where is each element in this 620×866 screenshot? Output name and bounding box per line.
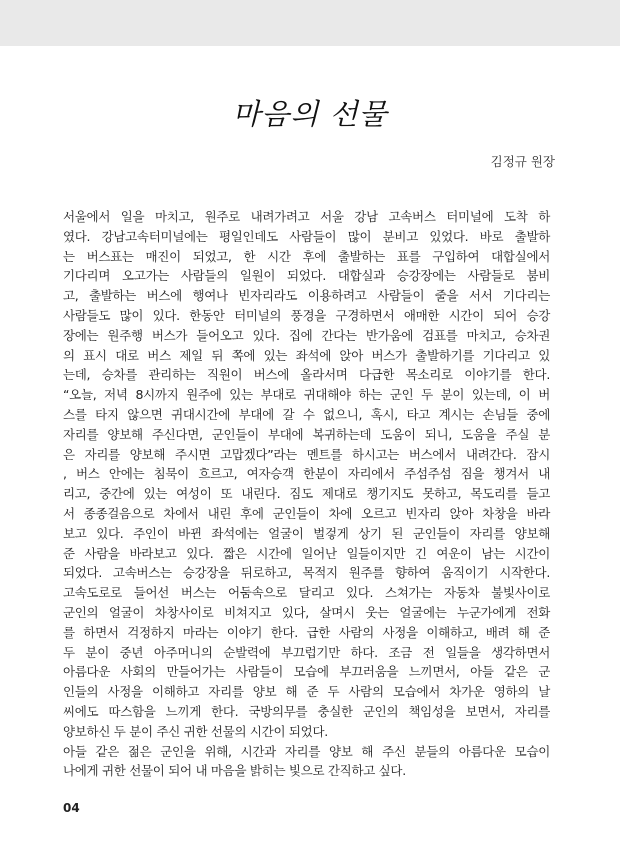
header-band bbox=[0, 0, 620, 46]
body-line: , 버스 안에는 침묵이 흐르고, 여자승객 한분이 자리에서 주섬주섬 짐을 챙겨서 내 bbox=[63, 466, 550, 482]
body-line: 리고, 중간에 있는 여성이 또 내린다. 짐도 제대로 챙기지도 못하고, 목도리를 들고 bbox=[63, 486, 550, 502]
body-line: 는데, 승차를 관리하는 직원이 버스에 올라서며 다급한 목소리로 이야기를 한다. bbox=[63, 367, 550, 383]
body-line: 아름다운 사회의 만들어가는 사람들이 모습에 부끄러움을 느끼면서, 아들 같은 군 bbox=[63, 664, 550, 680]
author-byline: 김정규 원장 bbox=[490, 154, 555, 169]
body-line: 스를 타지 않으면 귀대시간에 부대에 갈 수 없으니, 혹시, 타고 계시는 손님들 중에 bbox=[63, 406, 550, 422]
body-line: 아들 같은 젊은 군인을 위해, 시간과 자리를 양보 해 주신 분들의 아름다운 모습이 bbox=[63, 743, 550, 759]
body-line: 였다. 강남고속터미널에는 평일인데도 사람들이 많이 분비고 있었다. 바로 출발하 bbox=[63, 228, 550, 244]
body-line: 보고 있다. 주인이 바뀐 좌석에는 얼굴이 벌겋게 상기 된 군인들이 자리를 양보해 bbox=[63, 525, 550, 541]
page-title: 마음의 선물 bbox=[232, 97, 388, 131]
body-line: 사람들도 많이 있다. 한동안 터미널의 풍경을 구경하면서 애매한 시간이 되어 승강 bbox=[63, 307, 550, 323]
body-line: 두 분이 중년 아주머니의 순발력에 부끄럽기만 하다. 조금 전 일들을 생각하면서 bbox=[63, 644, 550, 660]
body-line: 기다리며 오고가는 사람들의 일원이 되었다. 대합실과 승강장에는 사람들로 붐비 bbox=[63, 268, 550, 284]
body-line: 씨에도 따스함을 느끼게 한다. 국방의무를 충실한 군인의 책임성을 보면서, 자리를 bbox=[63, 703, 550, 719]
body-line: 고, 출발하는 버스에 행여나 빈자리라도 이용하려고 사람들이 줄을 서서 기다리는 bbox=[63, 288, 550, 304]
body-line: 고속도로로 들어선 버스는 어둠속으로 달리고 있다. 스쳐가는 자동차 불빛사이로 bbox=[63, 585, 550, 601]
body-line: 양보하신 두 분이 주신 귀한 선물의 시간이 되었다. bbox=[63, 723, 328, 739]
body-line: 준 사람을 바라보고 있다. 짧은 시간에 일어난 일들이지만 긴 여운이 남는 시간이 bbox=[63, 545, 550, 561]
body-line: 를 하면서 걱정하지 마라는 이야기 한다. 급한 사람의 사정을 이해하고, 배려 해 준 bbox=[63, 624, 550, 640]
body-line: 장에는 원주행 버스가 들어오고 있다. 집에 간다는 반가움에 검표를 마치고, 승차권 bbox=[63, 327, 550, 343]
body-line: “오늘, 저녁 8시까지 원주에 있는 부대로 귀대해야 하는 군인 두 분이 있는데, 이 버 bbox=[63, 387, 550, 403]
body-line: 군인의 얼굴이 차창사이로 비쳐지고 있다, 살며시 웃는 얼굴에는 누군가에게 전화 bbox=[63, 604, 550, 620]
body-line: 은 자리를 양보해 주시면 고맙겠다”라는 멘트를 하시고는 버스에서 내려간다. 잠시 bbox=[63, 446, 550, 462]
body-line: 의 표시 대로 버스 제일 뒤 쪽에 있는 좌석에 앉아 버스가 출발하기를 기다리고 있 bbox=[63, 347, 550, 363]
body-line: 자리를 양보해 주신다면, 군인들이 부대에 복귀하는데 도움이 되니, 도움을 주실 분 bbox=[63, 426, 550, 442]
body-line: 서울에서 일을 마치고, 원주로 내려가려고 서울 강남 고속버스 터미널에 도착 하 bbox=[63, 209, 550, 224]
body-line: 나에게 귀한 선물이 되어 내 마음을 밝히는 빛으로 간직하고 싶다. bbox=[63, 763, 406, 779]
body-line: 서 종종걸음으로 차에서 내린 후에 군인들이 차에 오르고 빈자리 앉아 차창을 바라 bbox=[63, 505, 550, 521]
page-number: 04 bbox=[63, 801, 80, 815]
body-line: 되었다. 고속버스는 승강장을 뒤로하고, 목적지 원주를 향하여 움직이기 시작한다. bbox=[63, 565, 550, 581]
article-body bbox=[63, 207, 550, 781]
body-line: 인들의 사정을 이해하고 자리를 양보 해 준 두 사람의 모습에서 차가운 영하의 날 bbox=[63, 684, 550, 700]
body-line: 는 버스표는 매진이 되었고, 한 시간 후에 출발하는 표를 구입하여 대합실에서 bbox=[63, 248, 550, 264]
